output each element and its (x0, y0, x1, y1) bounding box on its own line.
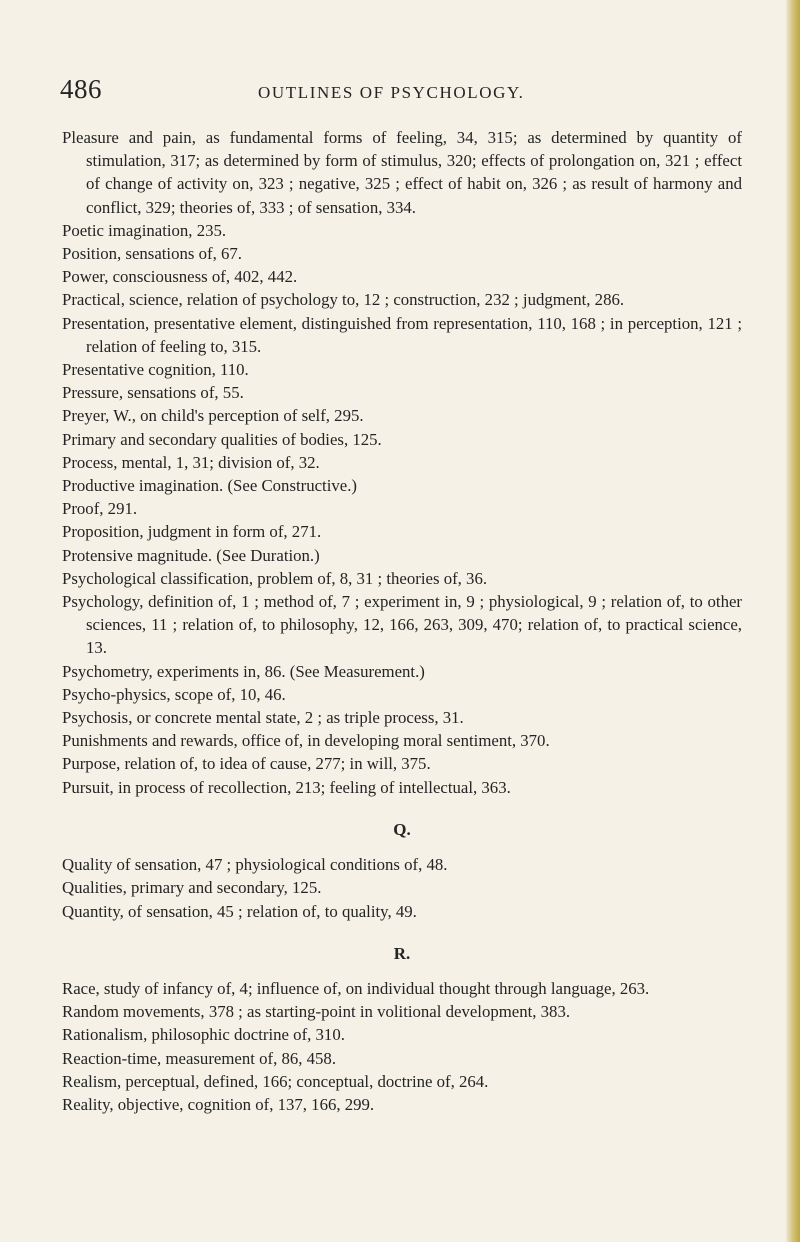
index-entry: Psychology, definition of, 1 ; method of, 7 ; experiment in, 9 ; physiological, 9 ; relation of, to other sciences, 11 ; relation of, to philosophy, 12, 166, 263, 309, 470; relation of, to practical science, 13. (62, 592, 742, 658)
section-letter: R. (393, 943, 411, 963)
index-entry: Psychometry, experiments in, 86. (See Measurement.) (62, 661, 425, 681)
section-letter: Q. (393, 819, 411, 839)
index-entry: Pressure, sensations of, 55. (62, 383, 244, 403)
index-entry: Process, mental, 1, 31; division of, 32. (62, 452, 320, 472)
index-entry: Primary and secondary qualities of bodies, 125. (62, 429, 382, 449)
index-entry: Presentative cognition, 110. (62, 360, 249, 380)
index-entry: Proof, 291. (62, 499, 138, 519)
index-entry: Proposition, judgment in form of, 271. (62, 522, 322, 542)
index-entry: Reaction-time, measurement of, 86, 458. (62, 1048, 337, 1068)
index-entry: Psychosis, or concrete mental state, 2 ; as triple process, 31. (62, 708, 464, 728)
index-entry: Presentation, presentative element, distinguished from representation, 110, 168 ; in perception, 121 ; relation of feeling to, 315. (62, 313, 742, 356)
index-entry: Pursuit, in process of recollection, 213; feeling of intellectual, 363. (62, 777, 511, 797)
index-entry: Productive imagination. (See Constructive.) (62, 476, 358, 496)
index-entry: Psychological classification, problem of, 8, 31 ; theories of, 36. (62, 568, 488, 588)
index-entry: Punishments and rewards, office of, in developing moral sentiment, 370. (62, 731, 550, 751)
index-entry: Preyer, W., on child's perception of self, 295. (62, 406, 364, 426)
index-entry: Poetic imagination, 235. (62, 220, 227, 240)
index-entry: Race, study of infancy of, 4; influence of, on individual thought through language, 263. (62, 978, 650, 998)
page-edge (786, 0, 800, 1242)
index-entry: Rationalism, philosophic doctrine of, 310. (62, 1025, 345, 1045)
index-entry: Reality, objective, cognition of, 137, 166, 299. (62, 1094, 375, 1114)
page-header (60, 74, 780, 114)
index-entry: Protensive magnitude. (See Duration.) (62, 545, 320, 565)
index-entry: Practical, science, relation of psychology to, 12 ; construction, 232 ; judgment, 286. (62, 290, 625, 310)
index-entry: Random movements, 378 ; as starting-point in volitional development, 383. (62, 1002, 571, 1022)
running-title: OUTLINES OF PSYCHOLOGY. (258, 83, 525, 102)
index-entry: Power, consciousness of, 402, 442. (62, 267, 298, 287)
index-entry: Psycho-physics, scope of, 10, 46. (62, 684, 286, 704)
index-entry: Quantity, of sensation, 45 ; relation of, to quality, 49. (62, 901, 417, 921)
index-entry: Quality of sensation, 47 ; physiological conditions of, 48. (62, 855, 448, 875)
index-entry: Position, sensations of, 67. (62, 244, 242, 264)
index-entry: Pleasure and pain, as fundamental forms of feeling, 34, 315; as determined by quantity of stimulation, 317; as determined by form of stimulus, 320; effects of prolongation on, 321 ; effect of change of activity on, 323 ; negative, 325 ; effect of habit on, 326 ; as result of harmony and conflict, 329; theories of, 333 ; of sensation, 334. (62, 128, 742, 217)
index-entry: Qualities, primary and secondary, 125. (62, 878, 322, 898)
page-number: 486 (60, 74, 102, 104)
index-body (62, 126, 742, 1116)
index-entry: Purpose, relation of, to idea of cause, 277; in will, 375. (62, 754, 431, 774)
index-entry: Realism, perceptual, defined, 166; conceptual, doctrine of, 264. (62, 1071, 489, 1091)
